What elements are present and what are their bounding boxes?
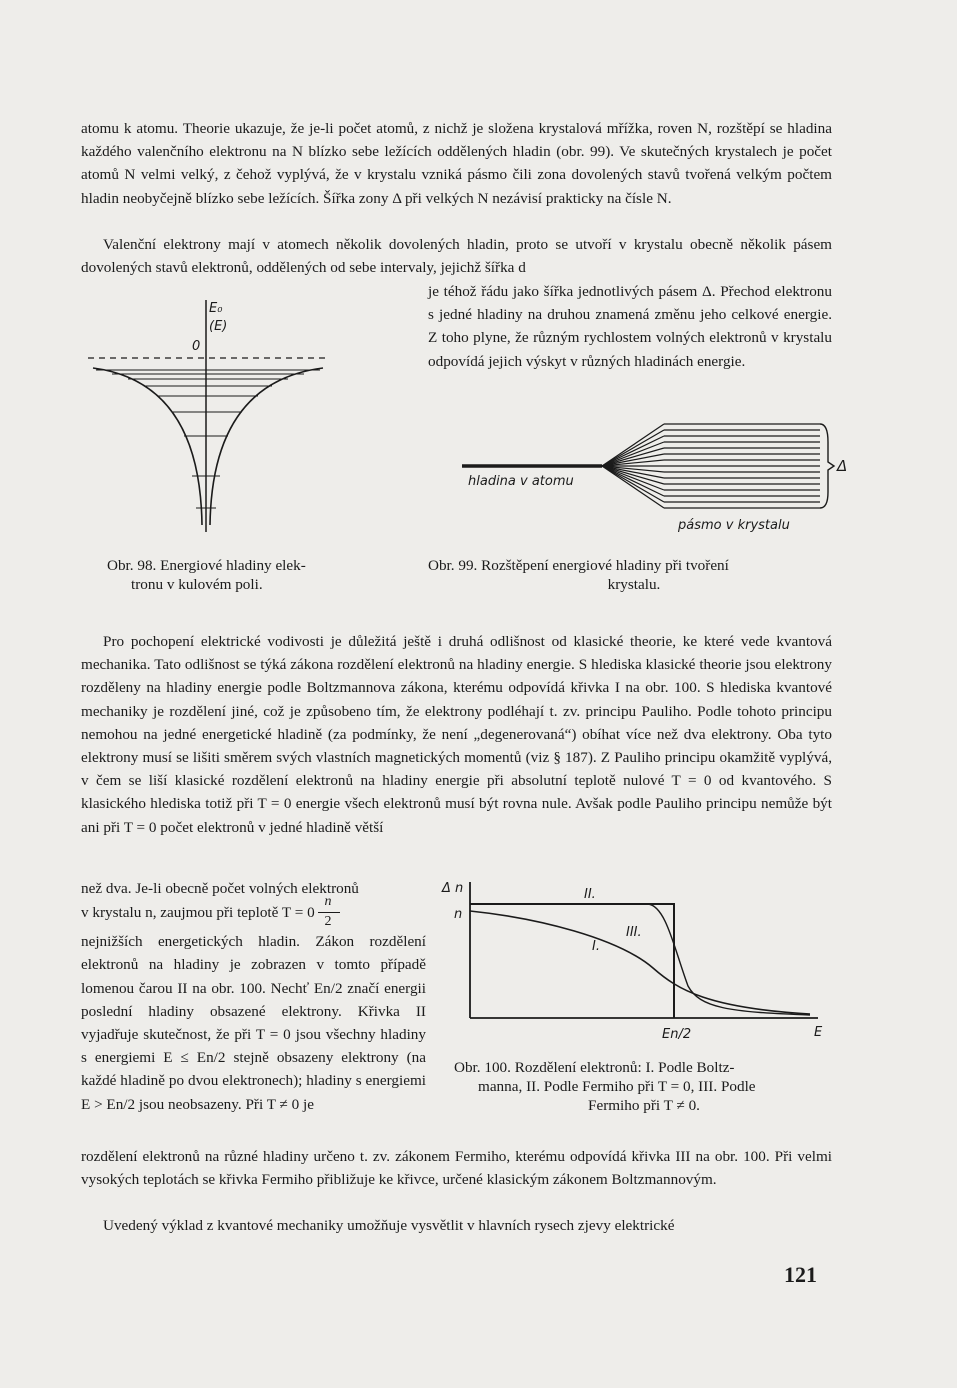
- paragraph-5: rozdělení elektronů na různé hladiny určeno t. zv. zákonem Fermiho, kterému odpovídá křivka III na obr. 100. Při velmi vysokých teplotách se křivka Fermiho přibližuje ke křivce, určené klasickým zákonem Boltzmannovým.: [81, 1148, 832, 1189]
- paragraph-2-right: je téhož řádu jako šířka jednotlivých pásem Δ. Přechod elektronu s jedné hladiny na druhou znamená změnu jeho celkové energie. Z toho plyne, že různým rychlostem volných elektronů v krystalu odpovídá jejich výskyt v různých hladinách energie.: [428, 283, 832, 370]
- figure-98-energy-levels: [88, 290, 338, 540]
- paragraph-4-rest: nejnižších energetických hladin. Zákon rozdělení elektronů na hladiny je zobrazen v tomto případě lomenou čarou II na obr. 100. Nechť En/2 značí energii poslední hladiny obsazené elektrony. Křivka II vyjadřuje skutečnost, že při T = 0 jsou všechny hladiny s energiemi E ≤ En/2 stejně obsazeny elektrony (na každé hladině po dvou elektronech); hladiny s energiemi E > En/2 jsou neobsazeny. Při T ≠ 0 je: [81, 933, 426, 1113]
- page-number: 121: [784, 1262, 817, 1287]
- fig99-label-delta: Δ: [837, 457, 848, 475]
- caption-fig-99-line-2: krystalu.: [607, 576, 661, 593]
- figure-100-distribution: [438, 878, 838, 1048]
- caption-fig-100-line-1: Obr. 100. Rozdělení elektronů: I. Podle Boltz-: [454, 1059, 735, 1076]
- paragraph-4-line-1: než dva. Je-li obecně počet volných elektronů: [81, 880, 359, 897]
- fraction-n-over-2: [318, 893, 340, 929]
- caption-fig-100-line-3: Fermiho při T ≠ 0.: [588, 1097, 700, 1114]
- fig98-label-zero: 0: [192, 339, 201, 354]
- fig98-label-e: (E): [209, 319, 228, 334]
- caption-fig-98: [107, 556, 377, 594]
- paragraph-4-line-2-text: v krystalu n, zaujmou při teplotě T = 0: [81, 904, 315, 922]
- paragraph-6: Uvedený výklad z kvantové mechaniky umožňuje vysvětlit v hlavních rysech zjevy elektrické: [103, 1217, 675, 1234]
- caption-fig-98-line-1: Obr. 98. Energiové hladiny elek-: [107, 557, 306, 574]
- caption-fig-98-line-2: tronu v kulovém poli.: [131, 576, 263, 593]
- fraction-numerator: n: [324, 893, 332, 909]
- caption-fig-100-line-2: manna, II. Podle Fermiho při T = 0, III. Podle: [478, 1078, 756, 1095]
- paragraph-1: atomu k atomu. Theorie ukazuje, že je-li počet atomů, z nichž je složena krystalová mřížka, roven N, rozštěpí se hladina každého valenčního elektronu na N blízko sebe ležících oddělených hladin (obr. 99). Ve skutečných krystalech je počet atomů N velmi velký, z čehož vyplývá, že v krystalu vzniká pásmo čili zona dovolených stavů tvořená velkým počtem hladin neobyčejně blízko sebe ležících. Šířka zony Δ při velkých N nezávisí prakticky na čísle N.: [81, 120, 832, 207]
- paragraph-4: [81, 877, 426, 1116]
- fig100-label-i: I.: [592, 939, 600, 954]
- paragraph-4-line-2: [81, 893, 426, 930]
- caption-fig-100: [454, 1058, 834, 1115]
- fig100-label-dn: Δ n: [442, 881, 464, 896]
- fig100-label-n: n: [454, 907, 463, 922]
- fig100-label-e: E: [814, 1025, 823, 1040]
- figure-99-level-splitting: [462, 412, 852, 542]
- fraction-denominator: 2: [324, 913, 332, 929]
- fig99-label-band: pásmo v krystalu: [678, 518, 790, 533]
- fig100-label-ii: II.: [584, 887, 596, 902]
- fig100-label-en2: En/2: [662, 1027, 692, 1042]
- paragraph-3: Pro pochopení elektrické vodivosti je důležitá ještě i druhá odlišnost od klasické theorie, ke které vede kvantová mechanika. Tato odlišnost se týká zákona rozdělení elektronů na hladiny energie. S hlediska klasické theorie jsou elektrony rozděleny na hladiny energie podle Boltzmannova zákona, kterému odpovídá křivka I na obr. 100. S hlediska kvantové mechaniky je rozdělení jiné, což je způsobeno tím, že elektrony podléhají t. zv. principu Pauliho. Podle tohoto principu nemohou na jedné energetické hladině (za podmínky, že není „degenerovaná“) obíhat více než dva elektrony. Oba tyto elektrony musí se lišiti směrem svých vlastních magnetických momentů (viz § 187). Z Pauliho principu okamžitě vyplývá, v čem se liší klasické rozdělení elektronů na hladiny energie při absolutní teplotě nulové T = 0 od kvantového. S klasického hlediska totiž při T = 0 energie všech elektronů musí být rovna nule. Avšak podle Pauliho principu nemůže být ani při T = 0 počet elektronů v jedné hladině větší: [81, 633, 832, 836]
- fig100-label-iii: III.: [626, 925, 642, 940]
- paragraph-2-top: Valenční elektrony mají v atomech několik dovolených hladin, proto se utvoří v krystalu obecně několik pásem dovolených stavů elektronů, oddělených od sebe intervaly, jejichž šířka d: [81, 236, 832, 277]
- fig99-label-level: hladina v atomu: [468, 474, 574, 489]
- caption-fig-99-line-1: Obr. 99. Rozštěpení energiové hladiny při tvoření: [428, 557, 729, 574]
- caption-fig-99: [428, 556, 840, 594]
- fig98-label-e0: E₀: [209, 301, 223, 316]
